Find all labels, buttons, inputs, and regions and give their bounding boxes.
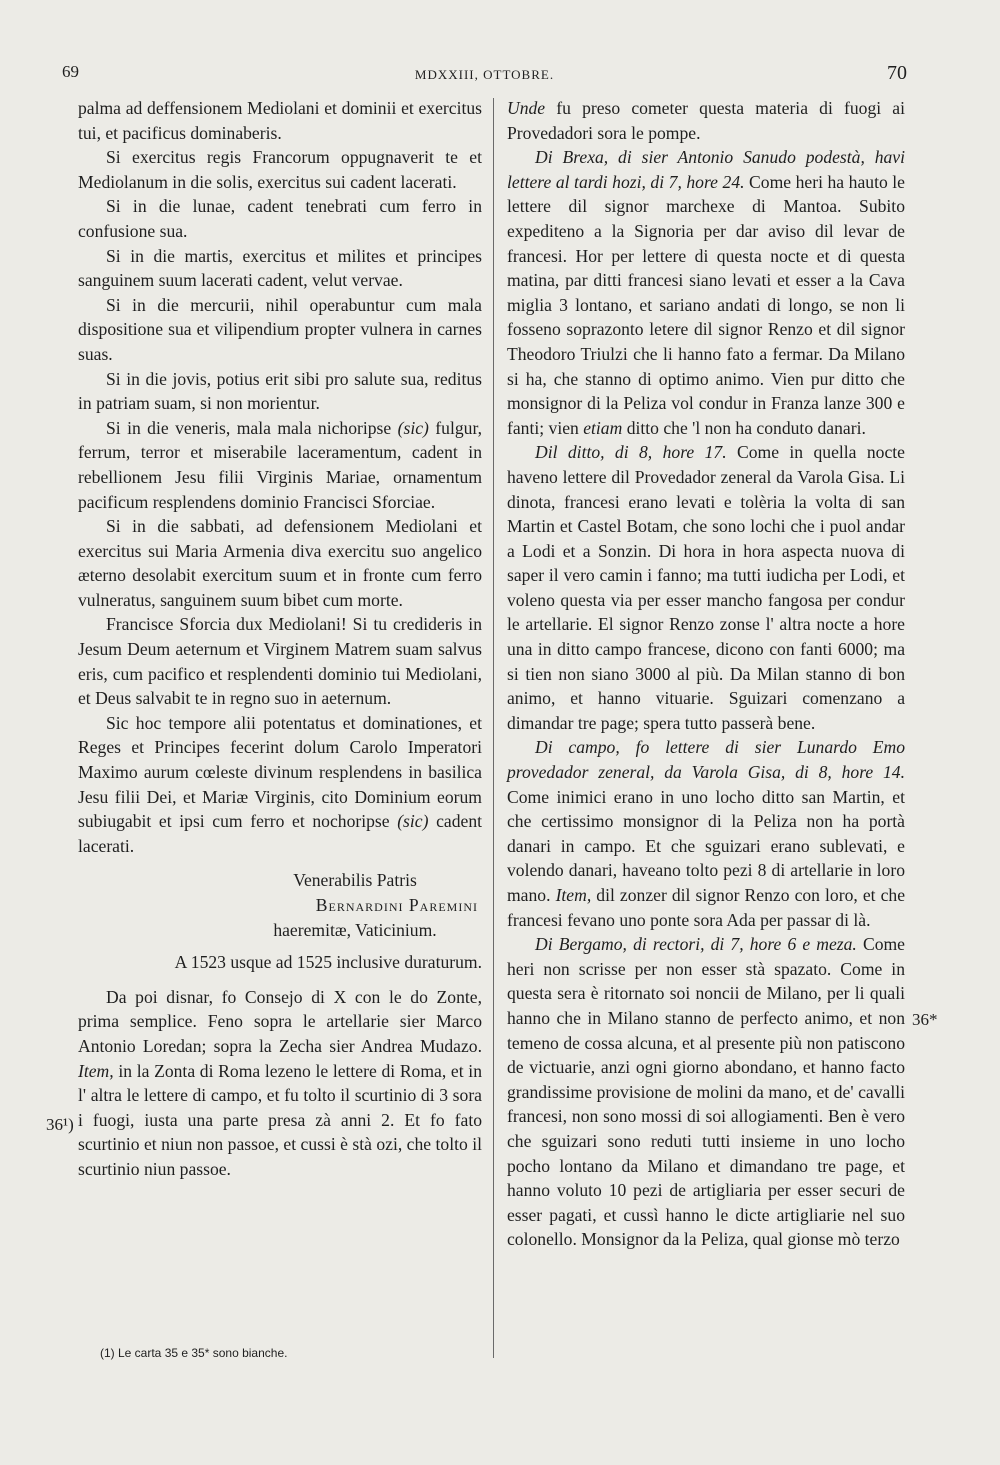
page-header — [62, 62, 907, 86]
paragraph-text: Si in die veneris, mala mala nichoripse — [106, 417, 398, 438]
paragraph-text: dil zonzer dil signor Renzo con loro, et che francesi fevano uno ponte sora Ada per passar di là. — [507, 885, 906, 930]
paragraph — [507, 96, 905, 145]
paragraph-text: Come inimici erano in uno locho ditto san Martin, et che certissimo monsignor di la Peliza non ha portà danari in campo. Et che sguizari erano sublevati, e volendo danari, haveano tolto pezi 8 di artellarie in loro mano. — [507, 786, 905, 905]
paragraph-text: Come heri non scrisse per non esser stà spazato. Come in questa sera è ritornato soi noncii de Milano, per li quali hanno che in Milano stanno de perfecto animo, et non temeno de cossa alcuna, et al presente più non patiscono de victuarie, anzi ogni giorno abondano, et hanno facto grandissime provisione de molini da mano, et de' cavalli francesi, non sono mossi di soi allogiamenti. Ben è vero che sguizari sono reduti tutti insieme in uno locho pocho lontano da Milano et dimandano tre page, et hanno voluto 10 pezi de artigliaria per esser securi de esser pagati, et cussì hanno le dicte artigliarie nel suo colonello. Monsignor da la Peliza, qual gionse mò terzo — [507, 934, 905, 1250]
paragraph: Si in die lunae, cadent tenebrati cum ferro in confusione sua. — [78, 196, 482, 241]
item-word: Item, — [78, 1060, 114, 1081]
paragraph — [507, 735, 905, 932]
paragraph — [507, 145, 905, 440]
right-column — [507, 96, 905, 1252]
left-page-number: 69 — [62, 62, 79, 81]
sic-note: (sic) — [397, 811, 429, 832]
paragraph-text: in la Zonta di Roma lezeno le lettere di Roma, et in l' altra le lettere di campo, et fu tolto il scurtinio di 3 sora i fuogi, iusta una parte presa zà anni 2. Et fo fato scurtinio et niun non passoe, et cussi è stà ozi, che tolto il scurtinio niun passoe. — [78, 1060, 482, 1179]
paragraph-text: Come heri ha hauto le lettere dil signor marchexe di Mantoa. Subito expediteno a la Signoria per dar aviso dil levar de francesi. Hor per lettere di questa nocte et di questa matina, par ditti francesi siano levati et esser a la Cava miglia 3 lontano, et sariano andati di longo, se non li fosseno soprazonto letere dil signor Renzo et dil signor Theodoro Triulzi che li hanno fato a fermar. Da Milano si ha, che stanno di optimo animo. Vien pur ditto che monsignor di la Peliza vol condur in Franza lanze 300 e fanti; vien — [507, 171, 905, 438]
paragraph — [78, 985, 482, 1182]
left-column — [78, 96, 482, 1182]
margin-note-left: 36¹) — [46, 1115, 74, 1134]
paragraph-text: Da poi disnar, fo Consejo di X con le do Zonte, prima semplice. Feno sopra le artellarie sier Marco Antonio Loredan; sopra la Zecha sier Andrea Mudazo. — [78, 986, 482, 1056]
duration-line: A 1523 usque ad 1525 inclusive duraturum. — [174, 952, 482, 973]
paragraph: Si exercitus regis Francorum oppugnaverit te et Mediolanum in die solis, exercitus sui cadent lacerati. — [78, 147, 482, 192]
item-word: Item, — [555, 885, 592, 905]
paragraph-text: Sic hoc tempore alii potentatus et dominationes, et Reges et Principes fecerint dolum Carolo Imperatori Maximo aurum cœleste divinum resplendens in basilica Jesu filii Dei, et Mariæ Virginis, cito Dominium eorum subiugabit et ipsi cum ferro et nochoripse — [78, 712, 482, 832]
letter-heading: Di campo, fo lettere di sier Lunardo Emo provedador zeneral, da Varola Gisa, di 8, hore 14. — [507, 737, 905, 783]
paragraph-text: ditto che 'l non ha conduto danari. — [622, 417, 866, 438]
paragraph — [507, 440, 905, 735]
letter-heading: Dil ditto, di 8, hore 17. — [535, 442, 727, 463]
signature-line: haeremitæ, Vaticinium. — [273, 919, 437, 940]
paragraph — [507, 932, 905, 1252]
paragraph-text: fulgur, ferrum, terror et miserabile laceramentum, cadent in rebellionem Jesu filii Virginis Mariae, ornamentum pacificum resplendens dominio Francisci Sforciae. — [78, 417, 482, 512]
letter-heading: Di Brexa, di sier Antonio Sanudo podestà, havi lettere al tardi hozi, di 7, hore 24. — [507, 147, 905, 192]
paragraph: Si in die sabbati, ad defensionem Mediolani et exercitus sui Maria Armenia diva exercitu suo angelico æterno desolabit exercitum suum et in fronte cum ferro vulneratus, sanguinem suum bibet cum morte. — [78, 516, 482, 610]
running-title: MDXXIII, OTTOBRE. — [414, 67, 555, 82]
paragraph-text: Come in quella nocte haveno lettere dil Provedador zeneral da Varola Gisa. Li dinota, francesi erano levati e tolèria la volta di san Martin et Castel Botam, che sono lochi che i puol andar a Lodi et a Sonzin. Di hora in hora aspecta nuova di saper il vero camin i fanno; ma tutti iudicha per Lodi, et voleno questa via per esser mancho fangosa per condur le artellarie. El signor Renzo zonse l' altra nocte a hore una in ditto campo francese, dicono con fanti 6000; ma si tien non siano 3000 al più. Da Milan stanno di bon animo, et hanno vituarie. Sguizari comenzano a dimandar tre page; spera tutto passerà bene. — [507, 442, 905, 733]
letter-heading: Di Bergamo, di rectori, di 7, hore 6 e meza. — [535, 934, 857, 955]
sic-note: (sic) — [397, 417, 429, 438]
paragraph — [78, 416, 482, 514]
italic-lead: Unde — [507, 98, 546, 118]
signature-name: Bernardini Paremini — [315, 895, 478, 915]
paragraph: Si in die mercurii, nihil operabuntur cum mala dispositione sua et vilipendium propter vulnera in carnes suas. — [78, 294, 482, 364]
paragraph: Si in die jovis, potius erit sibi pro salute sua, reditus in patriam suam, si non morientur. — [78, 368, 482, 414]
paragraph: Francisce Sforcia dux Mediolani! Si tu credideris in Jesum Deum aeternum et Virginem Matrem suam salvus eris, cum pacifico et resplendenti dominio tui Mediolani, et Deus salvabit te in regno suo in aeternum. — [78, 614, 482, 709]
paragraph: palma ad deffensionem Mediolani et dominii et exercitus tui, et pacificus dominaberis. — [78, 98, 482, 143]
signature-line: Venerabilis Patris — [293, 870, 417, 891]
paragraph — [78, 711, 482, 859]
footnote: (1) Le carta 35 e 35* sono bianche. — [100, 1346, 288, 1360]
column-divider — [493, 98, 494, 1358]
paragraph: Si in die martis, exercitus et milites et principes sanguinem suum lacerati cadent, velut vervae. — [78, 245, 482, 291]
paragraph-text: cadent lacerati. — [78, 811, 483, 856]
right-page-number: 70 — [887, 62, 907, 84]
paragraph-text: fu preso cometer questa materia di fuogi ai Provedadori sora le pompe. — [507, 98, 905, 143]
margin-note-right: 36* — [912, 1010, 938, 1029]
etiam-word: etiam — [583, 417, 623, 438]
